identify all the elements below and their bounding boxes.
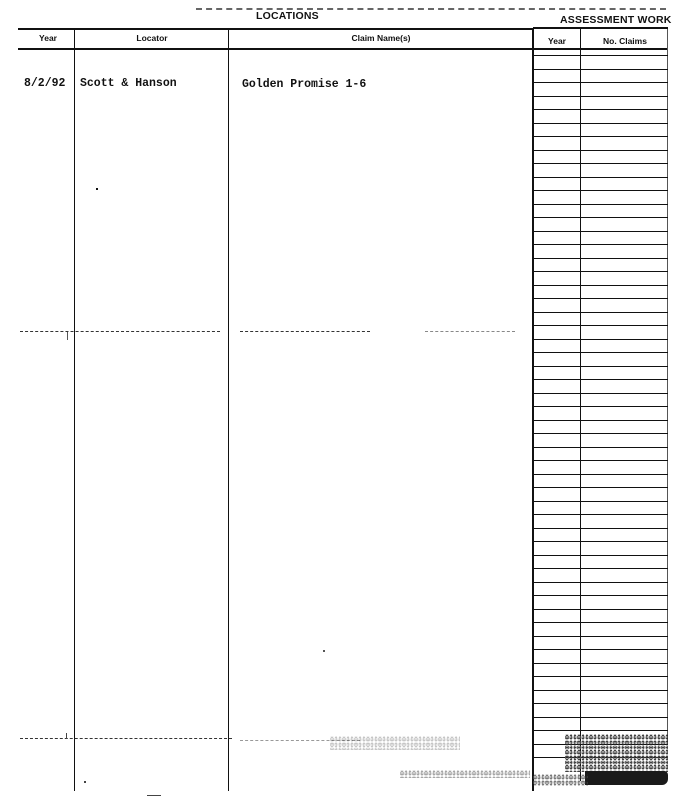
- column-header-locator: Locator: [136, 33, 168, 43]
- ledger-row-line: [533, 366, 668, 367]
- ledger-row-line: [533, 150, 668, 151]
- scan-dot-4: [84, 781, 86, 783]
- ledger-row-line: [533, 177, 668, 178]
- scan-artifact-bar-edge: [533, 774, 588, 786]
- ledger-row-line: [533, 568, 668, 569]
- ledger-row-line: [533, 528, 668, 529]
- ledger-row-line: [533, 433, 668, 434]
- ledger-row-line: [533, 406, 668, 407]
- ledger-row-line: [533, 298, 668, 299]
- ledger-row-line: [533, 474, 668, 475]
- ledger-row-line: [533, 339, 668, 340]
- scan-tick-left: [67, 332, 68, 340]
- scan-speckle-center: [330, 736, 460, 750]
- ledger-row-line: [533, 447, 668, 448]
- ledger-row-line: [533, 285, 668, 286]
- ledger-row-line: [533, 244, 668, 245]
- ledger-row-line: [533, 622, 668, 623]
- header-bottom-rule: [18, 48, 668, 50]
- ledger-row-line: [533, 312, 668, 313]
- mid-dashed-line-center: [240, 331, 370, 332]
- top-header-rule-right: [533, 27, 668, 29]
- scan-dot-2: [323, 650, 325, 652]
- ledger-row-line: [533, 582, 668, 583]
- scan-artifact-ledger: [565, 734, 668, 772]
- divider-year-locator: [74, 29, 75, 791]
- locations-section-title: LOCATIONS: [256, 10, 319, 22]
- ledger-row-line: [533, 258, 668, 259]
- ledger-row-line: [533, 703, 668, 704]
- ledger-row-line: [533, 231, 668, 232]
- column-header-claim-names: Claim Name(s): [351, 33, 411, 43]
- top-scan-noise: [196, 8, 666, 10]
- ledger-row-line: [533, 649, 668, 650]
- lower-dashed-line-left: [20, 738, 232, 739]
- entry-locator: Scott & Hanson: [80, 77, 177, 90]
- ledger-row-line: [533, 690, 668, 691]
- divider-locator-claims: [228, 29, 229, 791]
- ledger-row-line: [533, 163, 668, 164]
- ledger-row-line: [533, 663, 668, 664]
- ledger-row-line: [533, 487, 668, 488]
- column-header-year: Year: [39, 33, 57, 43]
- ledger-row-line: [533, 420, 668, 421]
- ledger-row-line: [533, 393, 668, 394]
- assessment-work-section-title: ASSESSMENT WORK: [560, 14, 672, 26]
- ledger-row-line: [533, 217, 668, 218]
- ledger-row-line: [533, 609, 668, 610]
- header-top-rule: [18, 28, 533, 30]
- ledger-row-line: [533, 55, 668, 56]
- column-header-no-claims: No. Claims: [603, 36, 647, 46]
- ledger-row-line: [533, 82, 668, 83]
- ledger-row-line: [533, 325, 668, 326]
- ledger-row-line: [533, 109, 668, 110]
- entry-year: 8/2/92: [24, 77, 66, 90]
- entry-claim-names: Golden Promise 1-6: [242, 78, 367, 91]
- assessment-work-ledger: [533, 55, 668, 790]
- ledger-row-line: [533, 190, 668, 191]
- scan-dot-3: [147, 795, 161, 796]
- ledger-row-line: [533, 123, 668, 124]
- ledger-row-line: [533, 352, 668, 353]
- ledger-row-line: [533, 636, 668, 637]
- ledger-row-line: [533, 595, 668, 596]
- scan-speckle-bottom: [400, 770, 530, 778]
- ledger-row-line: [533, 271, 668, 272]
- column-header-assessment-year: Year: [548, 36, 566, 46]
- ledger-row-line: [533, 555, 668, 556]
- ledger-row-line: [533, 501, 668, 502]
- ledger-row-line: [533, 730, 668, 731]
- ledger-row-line: [533, 96, 668, 97]
- ledger-row-line: [533, 379, 668, 380]
- ledger-row-line: [533, 676, 668, 677]
- ledger-row-line: [533, 717, 668, 718]
- mid-dashed-line-left: [20, 331, 220, 332]
- scan-dot-1: [96, 188, 98, 190]
- mid-dashed-line-right: [425, 331, 515, 332]
- ledger-row-line: [533, 541, 668, 542]
- ledger-row-line: [533, 514, 668, 515]
- ledger-row-line: [533, 69, 668, 70]
- ledger-row-line: [533, 136, 668, 137]
- ledger-row-line: [533, 204, 668, 205]
- lower-dashed-tick: [66, 733, 67, 739]
- ledger-row-line: [533, 460, 668, 461]
- scan-artifact-bar: [585, 771, 668, 785]
